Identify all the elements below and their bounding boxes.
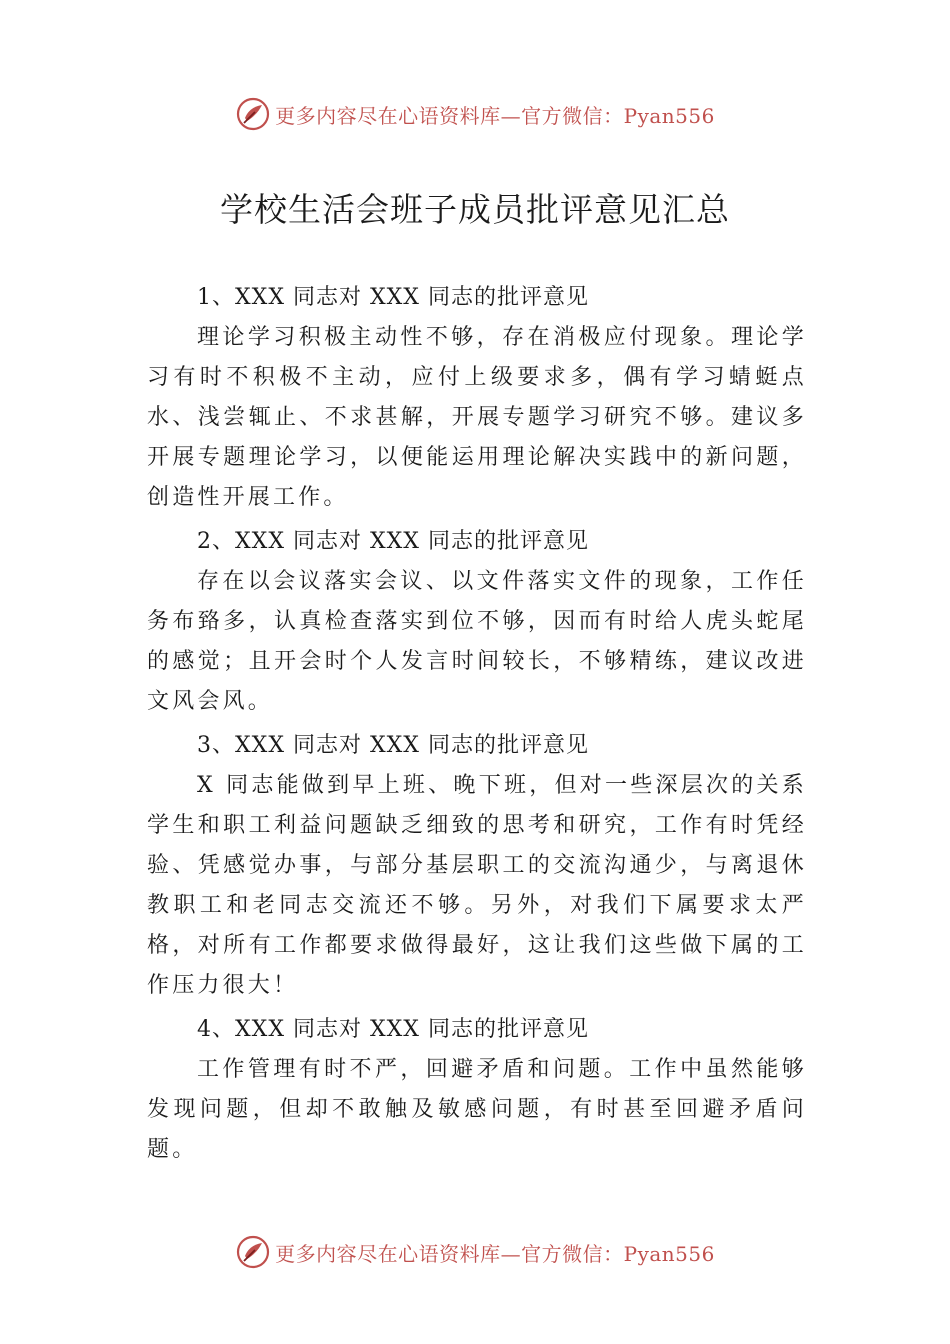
wechat-id: Pyan556 <box>623 103 715 128</box>
watermark-text: 更多内容尽在心语资料库—官方微信：Pyan556 <box>275 103 715 128</box>
logo-icon <box>235 1234 271 1270</box>
watermark-text: 更多内容尽在心语资料库—官方微信：Pyan556 <box>275 1241 715 1266</box>
section-3-body: X 同志能做到早上班、晚下班，但对一些深层次的关系学生和职工利益问题缺乏细致的思考和研究，工作有时凭经验、凭感觉办事，与部分基层职工的交流沟通少，与离退休教职工和老同志交流还不够。另外，对我们下属要求太严格，对所有工作都要求做得最好，这让我们这些做下属的工作压力很大！ <box>147 773 807 998</box>
section-4-heading: 4、XXX 同志对 XXX 同志的批评意见 <box>197 1017 589 1042</box>
wechat-id: Pyan556 <box>623 1241 715 1266</box>
section-3-heading: 3、XXX 同志对 XXX 同志的批评意见 <box>197 733 589 758</box>
section-1-heading: 1、XXX 同志对 XXX 同志的批评意见 <box>197 285 589 310</box>
section-4-body: 工作管理有时不严，回避矛盾和问题。工作中虽然能够发现问题，但却不敢触及敏感问题，有时甚至回避矛盾问题。 <box>147 1057 807 1162</box>
section-2-body: 存在以会议落实会议、以文件落实文件的现象，工作任务布臵多，认真检查落实到位不够，因而有时给人虎头蛇尾的感觉；且开会时个人发言时间较长，不够精练，建议改进文风会风。 <box>147 569 807 714</box>
document-body <box>147 278 807 1174</box>
logo-icon <box>235 96 271 132</box>
document-title: 学校生活会班子成员批评意见汇总 <box>220 190 730 229</box>
header-watermark <box>0 94 950 134</box>
section-2-heading: 2、XXX 同志对 XXX 同志的批评意见 <box>197 529 589 554</box>
footer-watermark <box>0 1232 950 1272</box>
section-1-body: 理论学习积极主动性不够，存在消极应付现象。理论学习有时不积极不主动，应付上级要求多，偶有学习蜻蜓点水、浅尝辄止、不求甚解，开展专题学习研究不够。建议多开展专题理论学习，以便能运用理论解决实践中的新问题，创造性开展工作。 <box>147 325 807 510</box>
